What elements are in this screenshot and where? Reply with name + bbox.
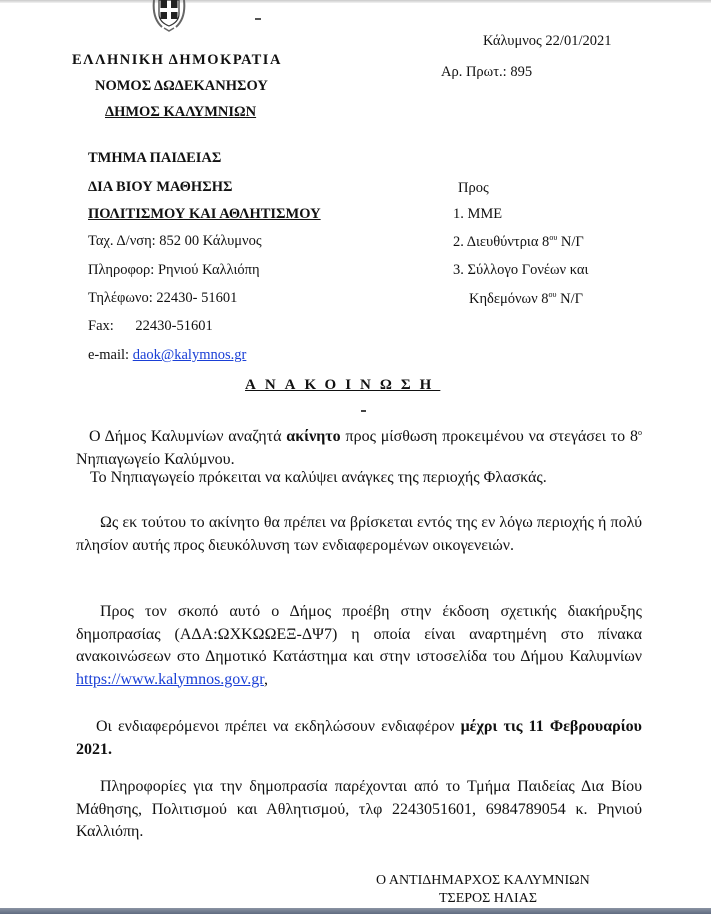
postal-address: Ταχ. Δ/νση: 852 00 Κάλυμνος [88, 233, 262, 249]
announcement-title: ΑΝΑΚΟΙΝΩΣΗ [245, 377, 441, 393]
paragraph-3: Ως εκ τούτου το ακίνητο θα πρέπει να βρίσκεται εντός της εν λόγω περιοχής ή πολύ πλησίον αυτής προς διευκόλυνση των ενδιαφερομένων οικογενειών. [76, 514, 642, 554]
website-link[interactable]: https://www.kalymnos.gov.gr [76, 670, 264, 688]
paragraph-1: Ο Δήμος Καλυμνίων αναζητά ακίνητο προς μίσθωση προκειμένου να στεγάσει το $8^o$ Νηπιαγωγείο Καλύμνου. [76, 428, 642, 468]
phone-number: Τηλέφωνο: 22430- 51601 [88, 290, 238, 306]
recipient-item: Κηδεμόνων $8^{o\upsilon}$ Ν/Γ [469, 290, 584, 307]
department-line-1: ΤΜΗΜΑ ΠΑΙΔΕΙΑΣ [88, 150, 222, 166]
prefecture-heading: ΝΟΜΟΣ ΔΩΔΕΚΑΝΗΣΟΥ [95, 78, 268, 94]
viewer-top-edge [0, 0, 711, 3]
place-date: Κάλυμνος 22/01/2021 [483, 33, 612, 49]
stray-mark [361, 410, 366, 412]
recipients-label: Προς [458, 180, 489, 196]
department-line-2: ΔΙΑ ΒΙΟΥ ΜΑΘΗΣΗΣ [88, 179, 233, 195]
paragraph-6: Πληροφορίες για την δημοπρασία παρέχονται από το Τμήμα Παιδείας Δια Βίου Μάθησης, Πολιτισμού και Αθλητισμού, τλφ 2243051601, 6984789054 κ. Ρηνιού Καλλιόπη. [76, 778, 642, 840]
protocol-number: Αρ. Πρωτ.: 895 [441, 64, 533, 80]
paragraph-4: Προς τον σκοπό αυτό ο Δήμος προέβη στην έκδοση σχετικής διακήρυξης δημοπρασίας (ΑΔΑ:ΩΧΚΩΩΕΞ-ΔΨ7) η οποία είναι αναρτημένη στο πίνακα ανακοινώσεων στο Δημοτικό Κατάστημα και στην ιστοσελίδα του Δήμου Καλυμνίων https://www.kalymnos.gov.gr, [76, 603, 642, 688]
recipient-item: 1. ΜΜΕ [453, 206, 503, 222]
signatory-name: ΤΣΕΡΟΣ ΗΛΙΑΣ [439, 891, 537, 906]
fax-label: Fax: [88, 318, 114, 334]
municipality-heading: ΔΗΜΟΣ ΚΑΛΥΜΝΙΩΝ [105, 104, 257, 120]
email-label: e-mail: [88, 347, 130, 363]
republic-heading: ΕΛΛΗΝΙΚΗ ΔΗΜΟΚΡΑΤΙΑ [72, 52, 282, 68]
viewer-bottom-edge [0, 908, 711, 914]
greek-coat-of-arms-icon [150, 0, 188, 32]
paragraph-2: Το Νηπιαγωγείο πρόκειται να καλύψει ανάγκες της περιοχής Φλασκάς. [90, 469, 547, 486]
fax-number: 22430-51601 [135, 318, 213, 334]
recipient-item: 3. Σύλλογο Γονέων και [453, 262, 589, 278]
signatory-role: Ο ΑΝΤΙΔΗΜΑΡΧΟΣ ΚΑΛΥΜΝΙΩΝ [376, 873, 590, 888]
department-line-3: ΠΟΛΙΤΙΣΜΟΥ ΚΑΙ ΑΘΛΗΤΙΣΜΟΥ [88, 206, 321, 222]
fax-row [88, 318, 213, 335]
email-link[interactable]: daok@kalymnos.gr [132, 347, 247, 363]
paragraph-5: Οι ενδιαφερόμενοι πρέπει να εκδηλώσουν ενδιαφέρον μέχρι τις 11 Φεβρουαρίου 2021. [76, 718, 642, 758]
contact-person: Πληροφορ: Ρηνιού Καλλιόπη [88, 262, 260, 278]
stray-mark [255, 18, 261, 20]
email-row [88, 347, 246, 364]
recipient-item: 2. Διευθύντρια $8^{o\upsilon}$ Ν/Γ [453, 233, 584, 250]
